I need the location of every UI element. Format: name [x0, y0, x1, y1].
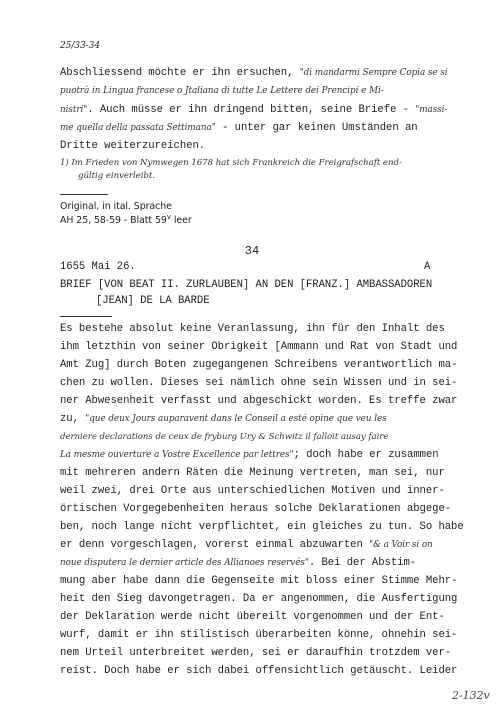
body-line-20: reist. Doch habe er sich dabei offensichtlich getäuscht. Leider [60, 665, 458, 677]
p1-line-5: Dritte weiterzureichen. [60, 140, 206, 152]
footnote-line-2: gültig einverleibt. [78, 171, 155, 181]
document-number: 34 [244, 244, 260, 258]
body-line-16: heit den Sieg davongetragen. Da er angenommen, die Ausfertigung [60, 593, 458, 605]
body-line-17: der Deklaration werde nicht übereilt vorgenommen und der Ent- [60, 611, 445, 623]
body-line-1: Es bestehe absolut keine Veranlassung, ihn für den Inhalt des [60, 323, 445, 335]
body-line-10: weil zwei, drei Orte aus unterschiedlichen Motiven und inner- [60, 485, 445, 497]
footnote-line-1: 1) Im Frieden von Nymwegen 1678 hat sich Frankreich die Freigrafschaft end- [60, 158, 402, 168]
date-line: 1655 Mai 26. [60, 261, 136, 273]
page-mark: 2-132v [452, 689, 490, 702]
divider-heading [60, 316, 112, 317]
body-line-15: mung aber habe dann die Gegenseite mit bloss einer Stimme Mehr- [60, 575, 458, 587]
body-line-8: La mesme ouverture a Vostre Excellence par lettres"; doch habe er zusammen [60, 449, 439, 461]
body-line-11: örtischen Vorgegebenheiten heraus solche Deklarationen abgege- [60, 503, 452, 515]
body-line-12: ben, noch lange nicht verpflichtet, ein gleiches zu tun. So habe [60, 521, 464, 533]
body-line-2: ihm letzthin von seiner Obrigkeit [Ammann und Rat von Stadt und [60, 341, 458, 353]
p1-line-1: Abschliessend möchte er ihn ersuchen, "di mandarmi Sempre Copia se si [60, 67, 448, 79]
source-line-2: AH 25, 58-59 - Blatt 59$^v$ leer [60, 213, 192, 227]
body-line-3: Amt Zug] durch Boten zugegangenen Schreibens verantwortlich ma- [60, 359, 458, 371]
body-line-9: mit mehreren andern Räten die Meinung vertreten, man sei, nur [60, 467, 445, 479]
body-line-14: noue disputera le dernier article des Allianoes reservés". Bei der Abstim- [60, 557, 417, 569]
letter-mark: A [424, 261, 431, 273]
body-line-18: wurf, damit er ihn stilistisch überarbeiten könne, ohnehin sei- [60, 629, 458, 641]
body-line-19: nem Urteil unterbreitet werden, sei er daraufhin trotzdem ver- [60, 647, 452, 659]
p1-line-3: nistri". Auch müsse er ihn dringend bitten, seine Briefe - "massi- [60, 104, 448, 116]
p1-line-2: puotrà in Lingua francese o Jtaliana di tutte Le Lettere dei Prencipi e Mi- [60, 86, 384, 96]
body-line-13: er denn vorgeschlagen, vorerst einmal abzuwarten "& a Voir si on [60, 539, 433, 551]
body-line-4: chen zu wollen. Dieses sei nämlich ohne sein Wissen und in sei- [60, 377, 458, 389]
heading-line-2: [JEAN] DE LA BARDE [96, 295, 210, 307]
reference-number: 25/33-34 [60, 41, 101, 51]
body-line-6: zu, "que deux Jours auparavent dans le Conseil a esté opine que veu les [60, 413, 387, 425]
p1-line-4: me quella della passata Settimana" - unter gar keinen Umständen an [60, 122, 418, 134]
body-line-5: ner Abwesenheit verfasst und abgeschickt worden. Es treffe zwar [60, 395, 458, 407]
heading-line-1: BRIEF [VON BEAT II. ZURLAUBEN] AN DEN [FRANZ.] AMBASSADOREN [60, 279, 433, 291]
source-line-1: Original, in ital. Sprache [60, 201, 172, 212]
body-line-7: derniere declarations de ceux de fryburg Ury & Schwitz il falloit ausay faire [60, 432, 389, 442]
divider-short [60, 194, 108, 195]
